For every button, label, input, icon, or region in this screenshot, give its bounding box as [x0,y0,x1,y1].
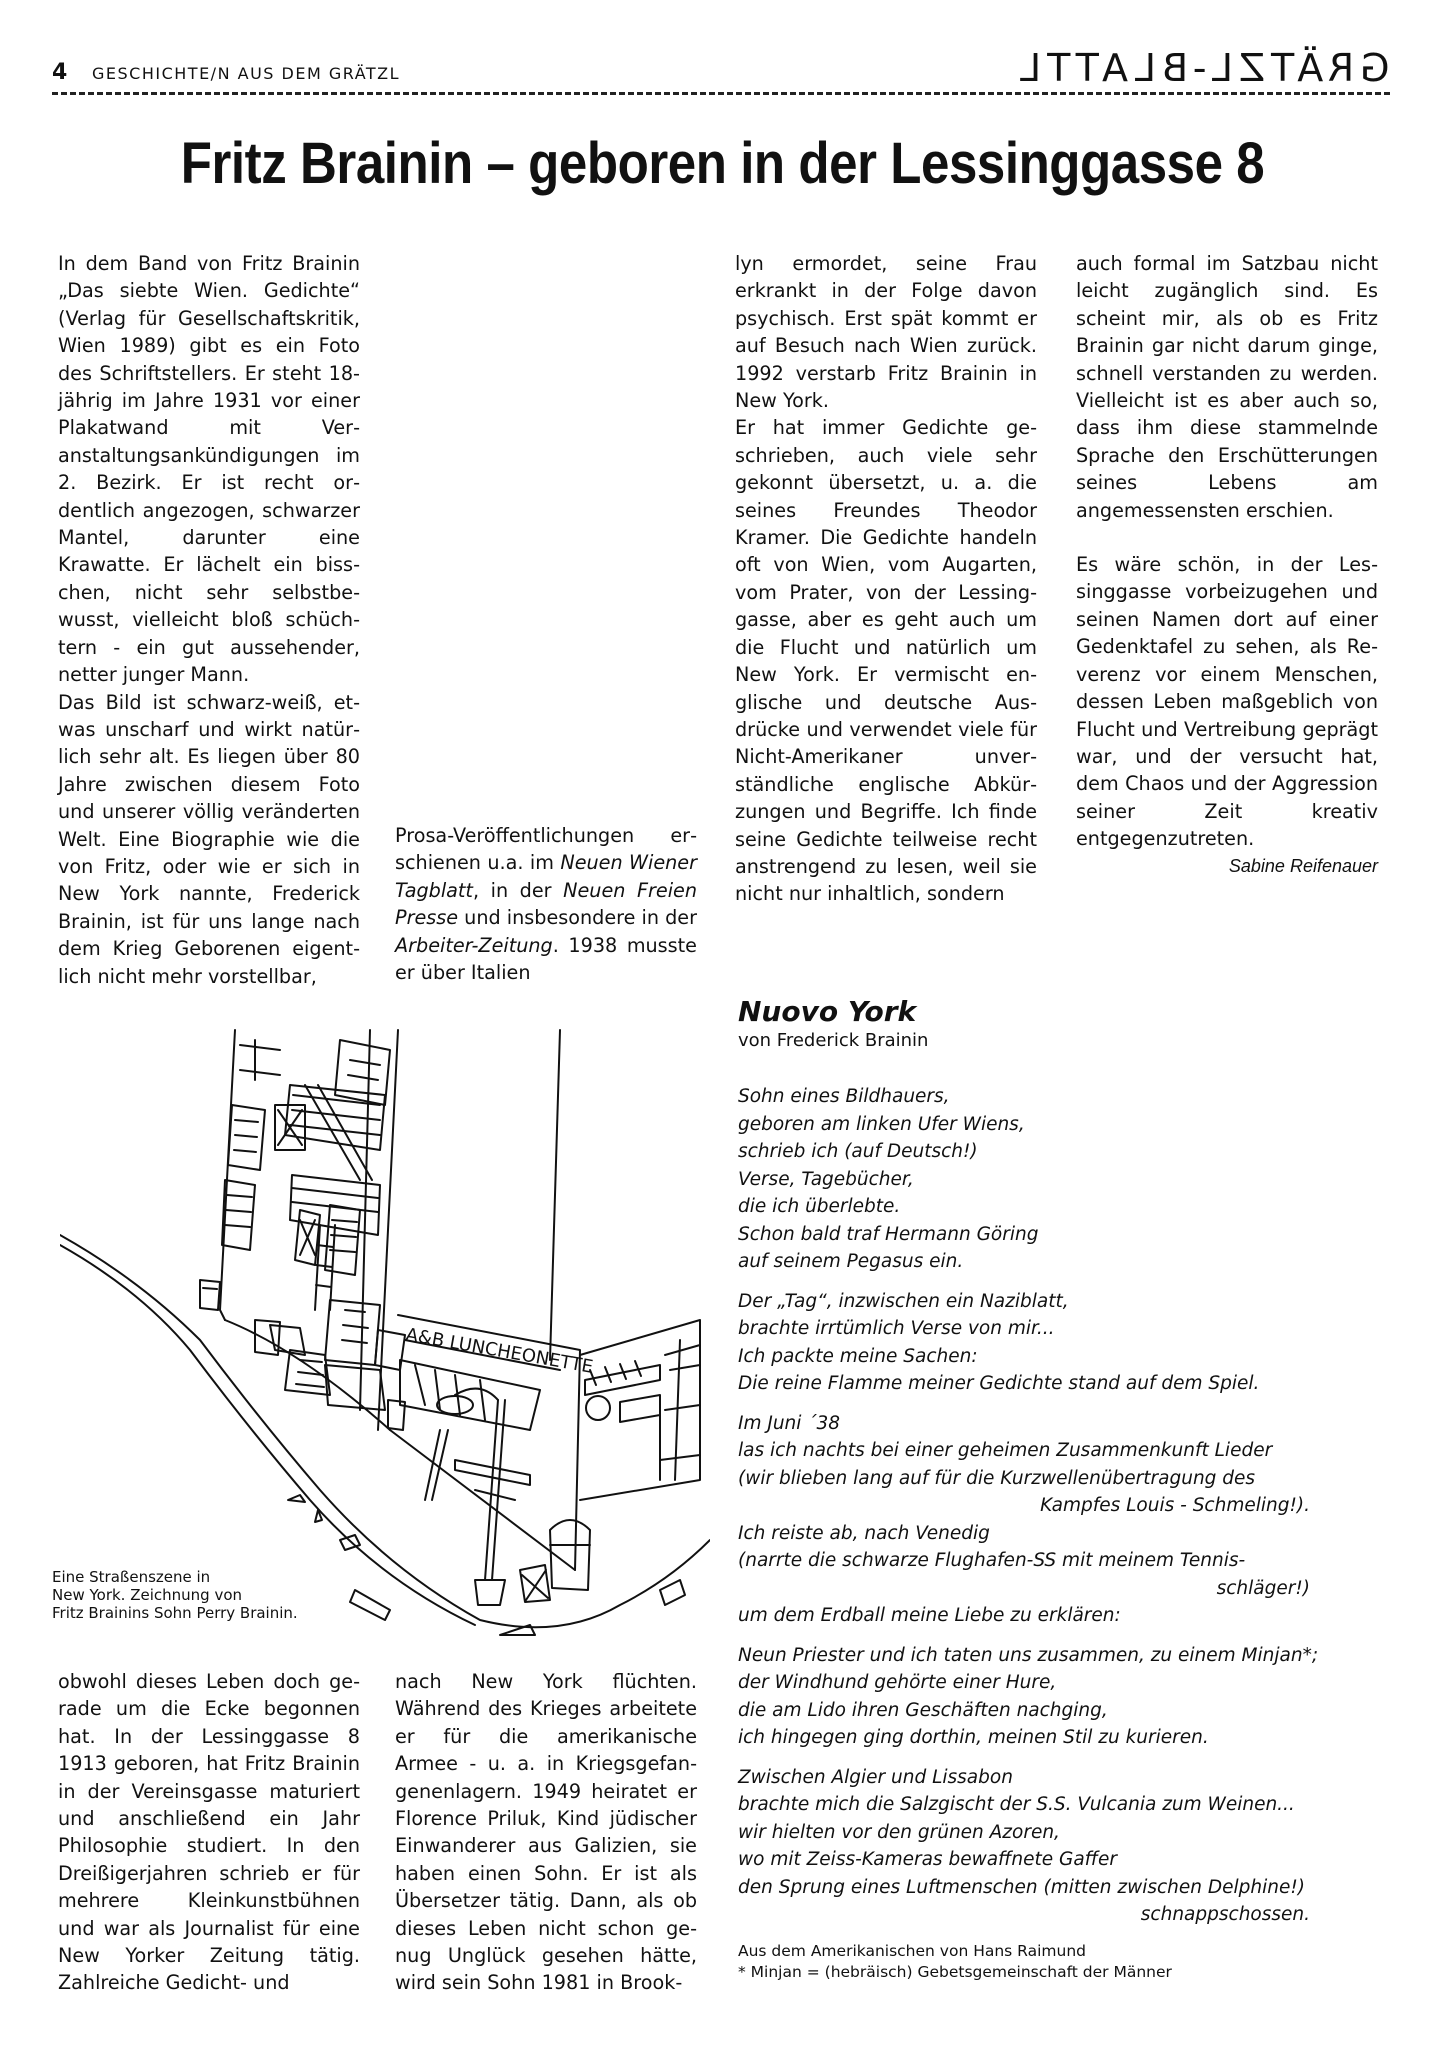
poem-line: Sohn eines Bildhauers, [738,1086,950,1107]
poem-line: Ich packte meine Sachen: [738,1345,978,1367]
poem-line: Ich reiste ab, nach Venedig [738,1522,990,1544]
publication-name: Arbeiter-Zeitung [395,933,553,957]
text: , in der [472,878,564,902]
article-column-2 [395,822,697,986]
caption-line: New York. Zeichnung von [52,1586,243,1604]
paragraph: auch formal im Satzbau nicht leicht zugänglich sind. Es scheint mir, als ob es Fritz Brainin gar nicht darum ginge, schnell verstanden zu werden. Vielleicht ist es aber auch so, dass ihm diese stammelnde Sprache den Erschütterungen seines Lebens am angemessensten erschien. [1076,252,1378,522]
article-headline: Fritz Brainin – geboren in der Lessinggasse 8 [180,131,1265,196]
poem-line: die ich überlebte. [738,1196,901,1217]
paragraph: Er hat immer Gedichte geschrieben, auch viele sehr gekonnt übersetzt, u. a. die seines Freundes Theodor Kramer. Die Gedichte handeln oft von Wien, vom Augarten, vom Prater, von der Lessinggasse, aber es geht auch um die Flucht und natürlich um New York. Er vermischt englische und deutsche Ausdrücke und verwendet viele für Nicht-Amerikaner unverständliche englische Abkürzungen und Begriffe. Ich finde seine Gedichte teilweise recht anstrengend zu lesen, weil sie nicht nur inhaltlich, sondern [735,416,1037,906]
poem-line: wir hielten vor den grünen Azoren, [738,1821,1060,1843]
poem-line: die am Lido ihren Geschäften nachging, [738,1699,1108,1721]
footnote: * Minjan = (hebräisch) Gebetsgemeinschaft der Männer [738,1962,1172,1981]
poem-stanza [738,1083,1398,1276]
translator-credit: Aus dem Amerikanischen von Hans Raimund [738,1941,1086,1960]
article-column-2-bottom [395,1668,697,1997]
text: . 1938 musste er über Italien [395,933,697,985]
poem-line: (wir blieben lang auf für die Kurzwellenübertragung des [738,1467,1256,1489]
paragraph: In dem Band von Fritz Brainin „Das siebte Wien. Gedichte“ (Verlag für Gesellschaftskritik, Wien 1989) gibt es ein Foto des Schriftstellers. Er steht 18-jährig im Jahre 1931 vor einer Plakatwand mit Veranstaltungsankündigungen im 2. Bezirk. Er ist recht ordentlich angezogen, schwarzer Mantel, darunter eine Krawatte. Er lächelt ein bisschen, nicht sehr selbstbewusst, vielleicht bloß schüchtern - ein gut aussehender, netter junger Mann. [58,252,360,687]
article-column-3 [735,250,1037,908]
poem-line: Im Juni ´38 [738,1412,841,1434]
poem-line: schnappschossen. [1140,1904,1310,1925]
publication-name: Neuen Wiener Tagblatt [395,851,697,902]
text: und insbesondere in der [458,906,697,930]
poem-line: schläger!) [1216,1577,1310,1599]
poem-line: den Sprung eines Luftmenschen (mitten zwischen Delphine!) [738,1876,1305,1898]
poem-line: Neun Priester und ich taten uns zusammen, zu einem Minjan*; [738,1644,1319,1666]
poem-line: wo mit Zeiss-Kameras bewaffnete Gaffer [738,1849,1118,1870]
poem-line: Zwischen Algier und Lissabon [738,1766,1013,1788]
caption-line: Fritz Brainins Sohn Perry Brainin. [52,1604,298,1622]
page-number: 4 [52,60,68,85]
author-signature: Sabine Reifenauer [1228,855,1378,876]
poem-line: geboren am linken Ufer Wiens, [738,1113,1025,1135]
poem-notes [738,1941,1398,1983]
newspaper-logo: GRÄTZL-BLATTL [1014,46,1390,90]
article-column-1 [58,250,360,990]
page-header [52,46,1390,94]
poem-line: las ich nachts bei einer geheimen Zusammenkunft Lieder [738,1440,1273,1461]
paragraph: nach New York flüchten. Während des Krieges arbeitete er für die amerikanische Armee - u. a. in Kriegsgefangenenlagern. 1949 heiratet er Florence Priluk, Kind jüdischer Einwanderer aus Galizien, sie haben einen Sohn. Er ist als Übersetzer tätig. Dann, als ob dieses Leben nicht schon genug Unglück gesehen hätte, wird sein Sohn 1981 in Brook- [395,1670,697,1995]
poem-line: der Windhund gehörte einer Hure, [738,1672,1057,1693]
poem-line: um dem Erdball meine Liebe zu erklären: [738,1605,1121,1626]
caption-line: Eine Straßenszene in [52,1568,211,1586]
poem-line: auf seinem Pegasus ein. [738,1251,964,1272]
poem-line: schrieb ich (auf Deutsch!) [738,1141,978,1162]
paragraph: obwohl dieses Leben doch gerade um die Ecke begonnen hat. In der Lessinggasse 8 1913 geboren, hat Fritz Brainin in der Vereinsgasse maturiert und anschließend ein Jahr Philosophie studiert. In den Dreißigerjahren schrieb er für mehrere Kleinkunstbühnen und war als Journalist für eine New Yorker Zeitung tätig. Zahlreiche Gedicht- und [58,1670,360,1995]
article-column-1-bottom [58,1668,360,1997]
poem-line: brachte irrtümlich Verse von mir... [738,1318,1055,1339]
poem-line: ich hingegen ging dorthin, meinen Stil zu kurieren. [738,1727,1209,1748]
poem-line: Kampfes Louis - Schmeling!). [1040,1495,1310,1516]
header-divider [52,92,1390,95]
poem-line: Schon bald traf Hermann Göring [738,1223,1039,1245]
section-title: GESCHICHTE/N AUS DEM GRÄTZL [92,64,401,83]
poem-author: von Frederick Brainin [738,1030,929,1051]
poem-box [738,995,1398,1983]
poem-line: (narrte die schwarze Flughafen-SS mit meinem Tennis- [738,1550,1246,1571]
poem-line: Verse, Tagebücher, [738,1168,914,1190]
article-column-4 [1076,250,1378,880]
paragraph: Das Bild ist schwarz-weiß, etwas unscharf und wirkt natürlich sehr alt. Es liegen über 80 Jahre zwischen diesem Foto und unserer völlig veränderten Welt. Eine Biographie wie die von Fritz, oder wie er sich in New York nannte, Frederick Brainin, ist für uns lange nach dem Krieg Geborenen eigentlich nicht mehr vorstellbar, [58,690,360,988]
poem-line: brachte mich die Salzgischt der S.S. Vulcania zum Weinen... [738,1794,1295,1815]
text: Prosa-Veröffentlichungen erschienen u.a. im [395,824,697,875]
poem-line: Die reine Flamme meiner Gedichte stand auf dem Spiel. [738,1373,1260,1394]
street-scene-illustration [60,1010,710,1640]
poem-stanza [738,1410,1398,1630]
publication-name: Neuen Freien Presse [395,878,697,930]
poem-stanza [738,1288,1398,1398]
poem-title: Nuovo York [738,995,917,1028]
poem-stanza [738,1642,1398,1752]
paragraph: lyn ermordet, seine Frau erkrankt in der Folge davon psychisch. Erst spät kommt er auf Besuch nach Wien zurück. 1992 verstarb Fritz Brainin in New York. [735,252,1037,413]
poem-stanza [738,1764,1398,1929]
store-sign-text: A&B LUNCHEONETTE [404,1324,595,1378]
paragraph [395,822,697,986]
poem-line: Der „Tag“, inzwischen ein Naziblatt, [738,1290,1069,1312]
illustration-caption [52,1568,298,1622]
paragraph: Es wäre schön, in der Lessinggasse vorbeizugehen und seinen Namen dort auf einer Gedenktafel zu sehen, als Reverenz vor einem Menschen, dessen Leben maßgeblich von Flucht und Vertreibung geprägt war, und der versucht hat, dem Chaos und der Aggression seiner Zeit kreativ entgegenzutreten. [1076,553,1378,851]
